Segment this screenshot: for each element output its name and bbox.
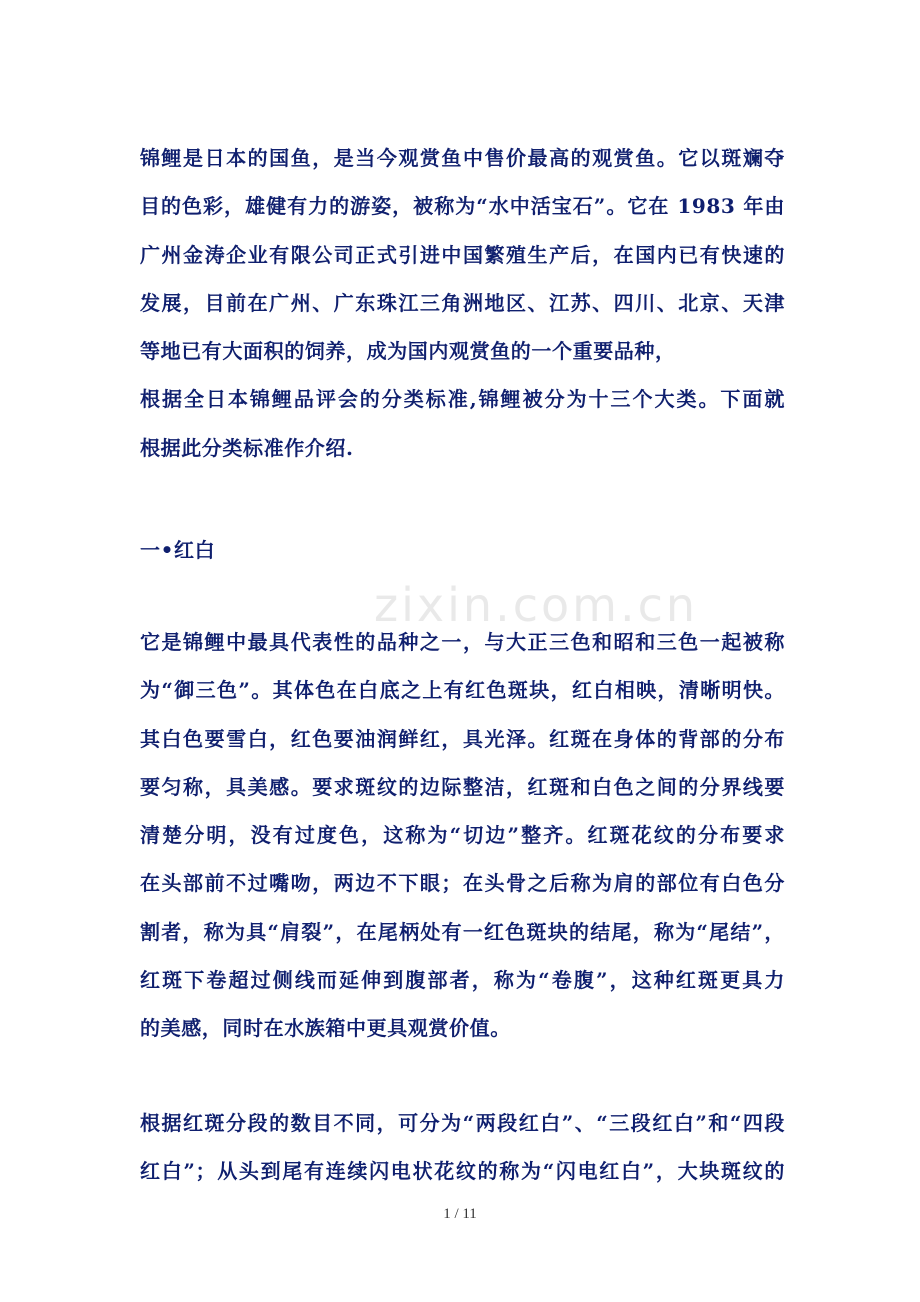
kohaku-paragraph xyxy=(140,618,785,1053)
text-line: 为“御三色”。其体色在白底之上有红色斑块，红白相映，清晰明快。 xyxy=(140,678,785,703)
page-number: 1 / 11 xyxy=(443,1206,477,1222)
text-line: 目的色彩，雄健有力的游姿，被称为“水中活宝石”。它在 1983 年由 xyxy=(140,194,785,219)
text-line: 红斑下卷超过侧线而延伸到腹部者，称为“卷腹”，这种红斑更具力 xyxy=(140,968,785,993)
text-line: 锦鲤是日本的国鱼，是当今观赏鱼中售价最高的观赏鱼。它以斑斓夺 xyxy=(140,146,785,170)
text-line: 它是锦鲤中最具代表性的品种之一，与大正三色和昭和三色一起被称 xyxy=(140,630,785,654)
text-line: 发展，目前在广州、广东珠江三角洲地区、江苏、四川、北京、天津 xyxy=(140,290,785,315)
variants-paragraph xyxy=(140,1099,785,1196)
text-line: 的美感，同时在水族箱中更具观赏价值。 xyxy=(140,1016,511,1041)
text-line: 等地已有大面积的饲养，成为国内观赏鱼的一个重要品种， xyxy=(140,339,676,364)
text-line: 要匀称，具美感。要求斑纹的边际整洁，红斑和白色之间的分界线要 xyxy=(140,774,785,799)
text-line: 其白色要雪白，红色要油润鲜红，具光泽。红斑在身体的背部的分布 xyxy=(140,726,785,751)
section-heading: 一•红白 xyxy=(140,538,216,562)
text-line: 割者，称为具“肩裂”，在尾柄处有一红色斑块的结尾，称为“尾结”， xyxy=(140,919,785,944)
text-line: 根据红斑分段的数目不同，可分为“两段红白”、“三段红白”和“四段 xyxy=(140,1111,785,1135)
text-line: 根据此分类标准作介绍. xyxy=(140,435,354,460)
text-line: 根据全日本锦鲤品评会的分类标准,锦鲤被分为十三个大类。下面就 xyxy=(140,387,785,412)
text-line: 清楚分明，没有过度色，这称为“切边”整齐。红斑花纹的分布要求 xyxy=(140,823,785,848)
text-line: 红白”；从头到尾有连续闪电状花纹的称为“闪电红白”，大块斑纹的 xyxy=(140,1159,785,1184)
text-line: 在头部前不过嘴吻，两边不下眼；在头骨之后称为肩的部位有白色分 xyxy=(140,871,785,896)
watermark: zixin.com.cn xyxy=(374,578,699,632)
intro-paragraph xyxy=(140,134,785,472)
text-line: 广州金涛企业有限公司正式引进中国繁殖生产后，在国内已有快速的 xyxy=(140,242,785,267)
